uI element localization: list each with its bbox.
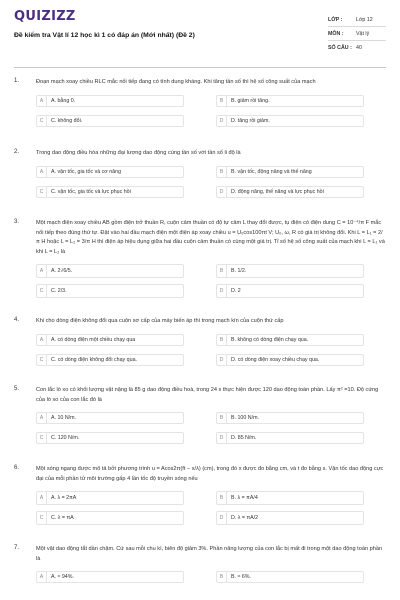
option-text: B. 1/2. [231, 268, 247, 274]
option-text: C. có dòng điện không đổi chạy qua. [51, 356, 137, 363]
option-b[interactable] [216, 95, 364, 107]
option-text: C. 2/3. [51, 288, 67, 294]
question-header [14, 545, 386, 564]
option-letter: D [217, 187, 227, 197]
option-text: D. 2 [231, 288, 241, 294]
meta-label: LỚP : [328, 16, 343, 23]
option-text: D. có dòng điện xoay chiều chạy qua. [231, 356, 320, 363]
option-letter: A [37, 335, 47, 345]
option-text: B. không có dòng điện chạy qua. [231, 336, 309, 343]
option-letter: C [37, 116, 47, 126]
option-text: D. 85 N/m. [231, 435, 257, 441]
option-d[interactable] [216, 432, 364, 444]
worksheet-header [14, 0, 386, 68]
meta-row-class [328, 13, 386, 27]
question-text: Một vật dao động tắt dần chậm. Cứ sau mỗi chu kì, biên độ giảm 3%. Phần năng lượng của con lắc bị mất đi trong một dao động toàn phần là [36, 546, 383, 562]
option-text: C. không đổi. [51, 117, 83, 124]
option-d[interactable] [216, 511, 364, 525]
option-b[interactable] [216, 264, 364, 278]
question-text: Khi cho dòng điện không đổi qua cuộn sơ cấp của máy biến áp thì trong mạch kín của cuộn thứ cấp [36, 318, 284, 324]
question-header [14, 219, 386, 257]
option-letter: B [217, 167, 227, 177]
option-text: D. động năng, thế năng và lực phục hồi [231, 188, 324, 195]
option-d[interactable] [216, 284, 364, 298]
option-text: A. 2√6/5. [51, 268, 73, 274]
option-b[interactable] [216, 334, 364, 346]
option-letter: C [37, 355, 47, 365]
option-text: A. vận tốc, gia tốc và cơ năng [51, 168, 122, 175]
option-letter: C [37, 512, 47, 524]
option-letter: A [37, 265, 47, 277]
question-number: 6. [14, 465, 20, 471]
option-a[interactable] [36, 571, 184, 583]
option-text: C. vận tốc, gia tốc và lực phục hồi [51, 188, 131, 195]
meta-row-subject [328, 27, 386, 41]
question-4 [14, 317, 386, 363]
option-a[interactable] [36, 412, 184, 424]
option-letter: B [217, 265, 227, 277]
question-2 [14, 149, 386, 195]
option-text: C. 120 N/m. [51, 435, 80, 441]
question-7 [14, 545, 386, 580]
meta-row-count [328, 41, 386, 55]
meta-label: SỐ CÂU : [328, 45, 352, 51]
option-a[interactable] [36, 166, 184, 178]
option-text: A. có dòng điện một chiều chạy qua [51, 336, 136, 343]
option-letter: A [37, 167, 47, 177]
option-c[interactable] [36, 511, 184, 525]
question-header [14, 465, 386, 484]
question-text: Một sóng ngang được mô tả bởi phương trình u = Acos2π(ft − x/λ) (cm), trong đó x được đo bằng cm, và t đo bằng s. Vận tốc dao động cực đại của mỗi phần tử môi trường gấp 4 lần tốc độ truyền sóng nếu [36, 466, 384, 482]
option-text: A. ≈ 94%. [51, 574, 74, 580]
option-a[interactable] [36, 95, 184, 107]
option-letter: B [217, 492, 227, 504]
option-d[interactable] [216, 115, 364, 127]
meta-value: 40 [356, 45, 362, 51]
question-text: Đoạn mạch xoay chiều RLC mắc nối tiếp đang có tính dung kháng. Khi tăng tần số thì hệ số công suất của mạch [36, 79, 316, 85]
option-text: B. giảm rồi tăng. [231, 97, 270, 104]
question-header [14, 78, 386, 88]
option-text: B. vận tốc, động năng và thế năng [231, 168, 312, 175]
option-b[interactable] [216, 412, 364, 424]
question-header [14, 149, 386, 159]
question-text: Trong dao động điều hòa những đại lượng dao động cùng tần số với tần số li độ là [36, 150, 241, 156]
option-c[interactable] [36, 432, 184, 444]
option-c[interactable] [36, 115, 184, 127]
option-c[interactable] [36, 354, 184, 366]
option-letter: A [37, 96, 47, 106]
question-5 [14, 386, 386, 441]
option-a[interactable] [36, 264, 184, 278]
option-b[interactable] [216, 491, 364, 505]
option-c[interactable] [36, 186, 184, 198]
option-letter: D [217, 285, 227, 297]
option-a[interactable] [36, 491, 184, 505]
option-letter: D [217, 512, 227, 524]
option-letter: B [217, 413, 227, 423]
option-text: A. 10 N/m. [51, 415, 77, 421]
option-text: B. 100 N/m. [231, 415, 259, 421]
option-letter: C [37, 433, 47, 443]
question-number: 3. [14, 219, 20, 225]
quizizz-logo: QUIZIZZ [14, 9, 76, 24]
option-text: C. λ = πA [51, 515, 74, 521]
option-b[interactable] [216, 166, 364, 178]
option-letter: B [217, 96, 227, 106]
option-text: A. bằng 0. [51, 97, 76, 104]
option-letter: D [217, 433, 227, 443]
question-number: 1. [14, 78, 20, 84]
option-d[interactable] [216, 354, 364, 366]
option-text: B. ≈ 6%. [231, 574, 251, 580]
option-letter: A [37, 413, 47, 423]
option-text: A. λ = 2πA [51, 495, 77, 501]
option-letter: B [217, 572, 227, 582]
option-text: D. λ = πA/2 [231, 515, 259, 521]
worksheet-meta [328, 13, 386, 55]
question-header [14, 317, 386, 327]
question-3 [14, 219, 386, 294]
meta-label: MÔN : [328, 30, 344, 37]
question-number: 4. [14, 317, 20, 323]
option-text: D. tăng rồi giảm. [231, 117, 270, 124]
option-c[interactable] [36, 284, 184, 298]
question-1 [14, 78, 386, 124]
meta-value: Lớp 12 [356, 16, 373, 23]
question-number: 5. [14, 386, 20, 392]
option-text: B. λ = πA/4 [231, 495, 258, 501]
question-number: 7. [14, 545, 20, 551]
option-letter: C [37, 285, 47, 297]
option-letter: A [37, 572, 47, 582]
question-number: 2. [14, 149, 20, 155]
question-text: Con lắc lò xo có khối lượng vật nặng là 85 g dao động điều hoà, trong 24 s thực hiện được 120 dao động toàn phần. Lấy π² =10. Độ cứng của lò xo của con lắc đó là [36, 387, 379, 403]
option-letter: D [217, 116, 227, 126]
option-letter: C [37, 187, 47, 197]
option-letter: B [217, 335, 227, 345]
option-d[interactable] [216, 186, 364, 198]
question-header [14, 386, 386, 405]
question-text: Một mạch điện xoay chiều AB gồm điện trở thuần R, cuộn cảm thuần có độ tự cảm L thay đổi được, tụ điện có điện dung C = 10⁻⁴/π F mắc nối tiếp theo đúng thứ tự. Đặt vào hai đầu mạch điện một điện áp xoay chiều u = U₀cos100πt V; U₀, ω, R có giá trị không đổi. Khi L = L₁ = 2/π H hoặc L = L₂ = 3/π H thì điện áp hiệu dụng giữa hai đầu cuộn cảm thuần có cùng một giá trị. Tỉ số hệ số công suất của mạch khi L = L₁ và khi L = L₂ là [36, 220, 385, 255]
option-a[interactable] [36, 334, 184, 346]
worksheet-title: Đề kiểm tra Vật lí 12 học kì 1 có đáp án (Mới nhất) (Đề 2) [14, 32, 195, 39]
option-letter: D [217, 355, 227, 365]
meta-value: Vật lý [356, 30, 370, 37]
option-letter: A [37, 492, 47, 504]
option-b[interactable] [216, 571, 364, 583]
question-6 [14, 465, 386, 521]
